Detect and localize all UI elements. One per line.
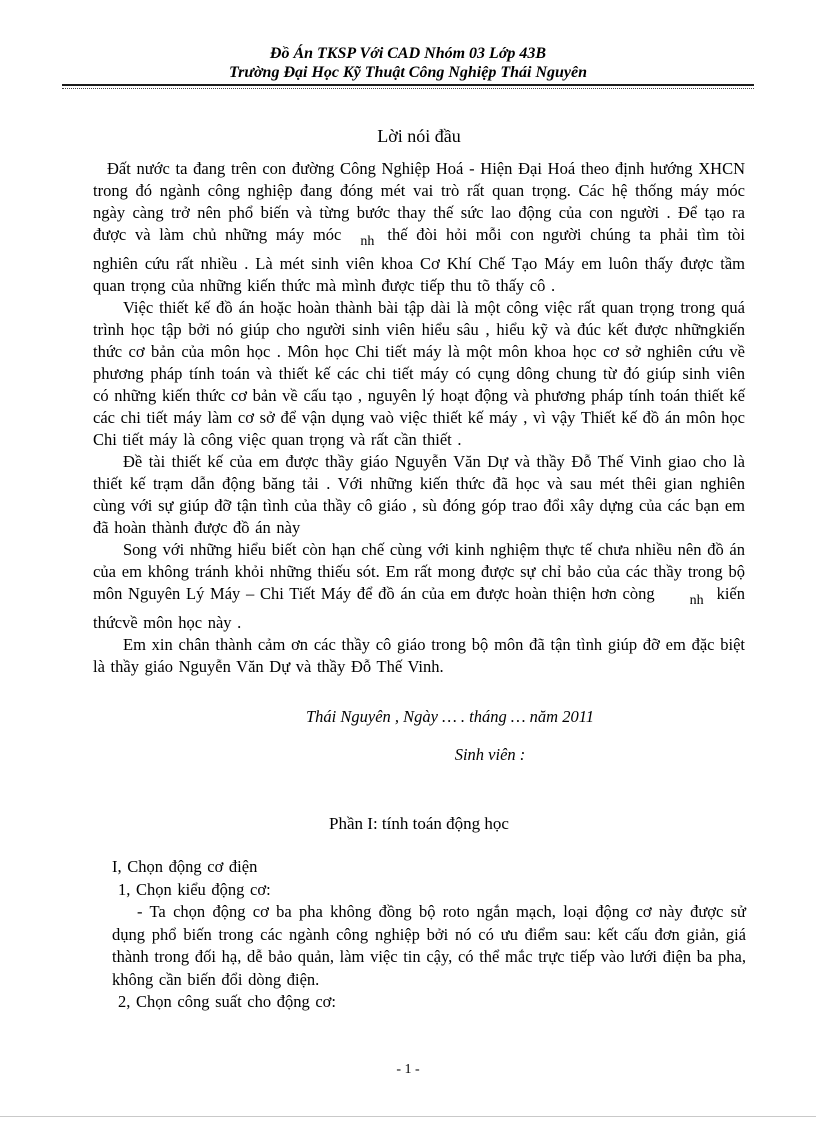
motor-selection-paragraph: - Ta chọn động cơ ba pha không đồng bộ roto ngắn mạch, loại động cơ này được sử dụng phổ biến trong các ngành công nghiệp bởi nó có ưu điểm sau: kết cấu đơn giản, giá thành trong đối hạ, dễ bảo quản, làm việc tin cậy, có thể mắc trực tiếp vào lưới điện ba pha, không cần biến đổi dòng điện.: [112, 902, 746, 989]
paragraph-1: [93, 158, 745, 297]
paragraph-4-text-cont: kiến thứcvề môn học này .: [93, 584, 745, 632]
signature-student-label: Sinh viên :: [454, 745, 526, 764]
page-number: - 1 -: [396, 1062, 420, 1077]
header-rule-top: [62, 84, 754, 86]
part1-body: [112, 856, 746, 1014]
paragraph-2: Việc thiết kế đồ án hoặc hoàn thành bài tập dài là một công việc rất quan trọng trong quá trình học tập bởi nó giúp cho người sinh viên hiểu sâu , hiểu kỹ và đúc kết được nhữngkiến thức cơ bản của môn học . Môn học Chi tiết máy là một môn khoa học cơ sở nghiên cứu về phương pháp tính toán và thiết kế các chi tiết máy có cụng dông chung từ đó giúp sinh viên có những kiến thức cơ bản về cấu tạo , nguyên lý hoạt động và phương pháp tính toán thiết kế các chi tiết máy làm cơ sở để vận dụng vaò việc thiết kế máy , vì vậy Thiết kế đồ án môn học Chi tiết máy là công việc quan trọng và rất cần thiết .: [93, 298, 745, 449]
paragraph-1-text: Đất nước ta đang trên con đường Công Nghiệp Hoá - Hiện Đại Hoá theo định hướng XHCN trong đó ngành công nghiệp đang đóng mét vai trò rất quan trọng. Các hệ thống máy móc ngày càng trở nên phổ biến và từng bước thay thế sức lao động của con người . Để tạo ra được và làm chủ những máy móc: [93, 159, 745, 244]
signature-date-line: Thái Nguyên , Ngày … . tháng … năm 2011: [306, 707, 594, 726]
header-university-line: Trường Đại Học Kỹ Thuật Công Nghiệp Thái Nguyên: [228, 64, 588, 81]
subscript-nh-2: nh: [689, 593, 704, 608]
foreword-title: Lời nói đầu: [377, 126, 461, 146]
section-i-heading: I, Chọn động cơ điện: [112, 857, 258, 876]
paragraph-4-text: Song với những hiểu biết còn hạn chế cùng với kinh nghiệm thực tế chưa nhiều nên đồ án của em không tránh khỏi những thiếu sót. Em rất mong được sự chỉ bảo của các thầy trong bộ môn Nguyên Lý Máy – Chi Tiết Máy để đồ án của em được hoàn thiện hơn còng: [93, 540, 745, 603]
foreword-body: [93, 158, 745, 678]
running-header: [62, 44, 754, 82]
part1-heading: Phần I: tính toán động học: [329, 814, 509, 833]
item-1-heading: 1, Chọn kiểu động cơ:: [118, 879, 271, 899]
paragraph-3: Đề tài thiết kế của em được thầy giáo Nguyễn Văn Dự và thầy Đỗ Thế Vinh giao cho là thiết kế trạm dẫn động băng tải . Với những kiến thức đã học và sau mét thêi gian nghiên cùng với sự giúp đỡ tận tình của thầy cô giáo , sù đóng góp trao đổi xây dựng của các bạn em đã hoàn thành được đồ án này: [93, 452, 745, 537]
item-2-heading: 2, Chọn công suất cho động cơ:: [118, 992, 336, 1011]
paragraph-1-text-cont: thế đòi hỏi mỗi con người chúng ta phải tìm tòi nghiên cứu rất nhiều . Là mét sinh viên khoa Cơ Khí Chế Tạo Máy em luôn thấy được tầm quan trọng của những kiến thức mà mình được tiếp thu tõ thấy cô .: [93, 225, 746, 295]
page-bottom-separator: [0, 1116, 816, 1117]
subscript-nh-1: nh: [360, 234, 375, 249]
paragraph-5: Em xin chân thành cảm ơn các thầy cô giáo trong bộ môn đã tận tình giúp đỡ em đặc biệt là thầy giáo Nguyễn Văn Dự và thầy Đỗ Thế Vinh.: [93, 635, 745, 676]
header-rule-bottom: [62, 88, 754, 89]
header-project-line: Đồ Án TKSP Với CAD Nhóm 03 Lớp 43B: [269, 45, 547, 62]
paragraph-4: [93, 539, 745, 634]
